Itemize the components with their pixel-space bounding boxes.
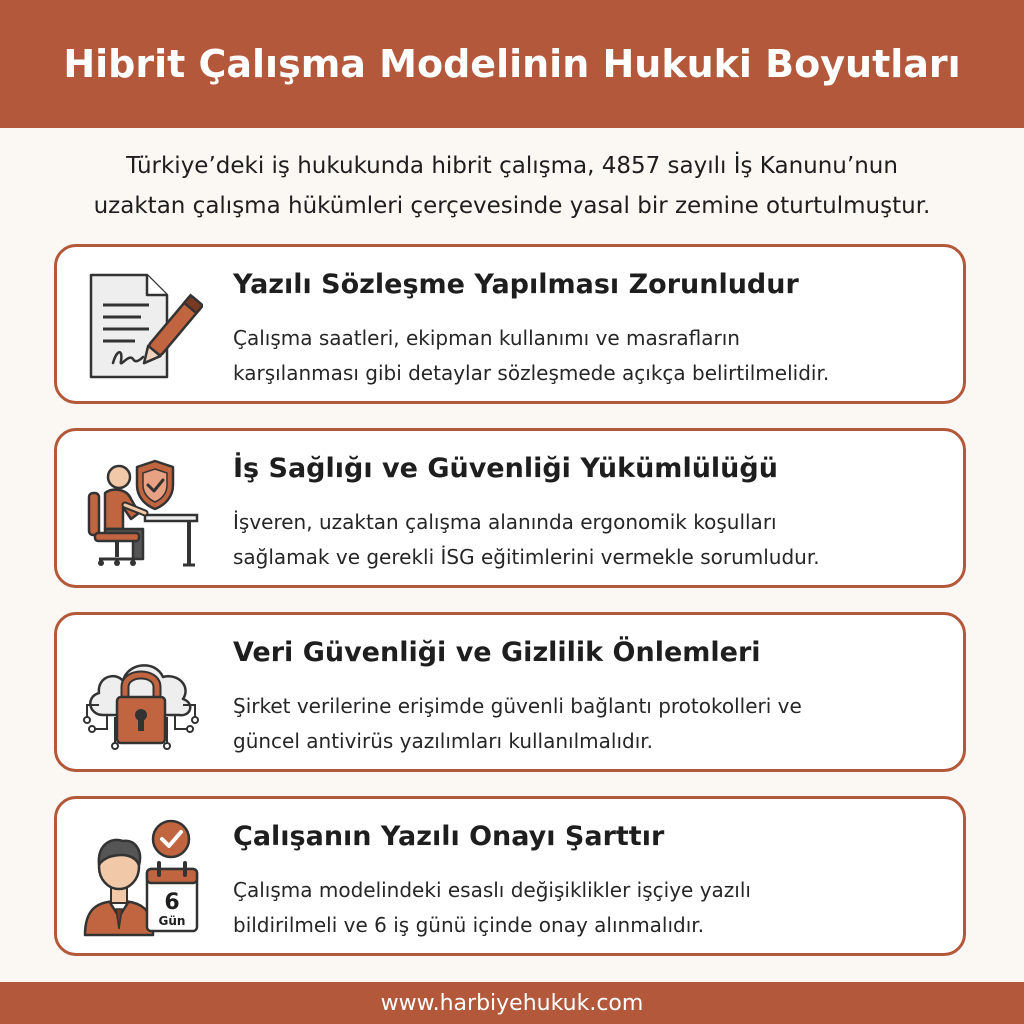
footer-website-link[interactable]: www.harbiyehukuk.com	[380, 990, 644, 1016]
footer-bar	[0, 982, 1024, 1024]
card-description-line-1: Çalışma modelindeki esaslı değişiklikler işçiye yazılı	[233, 878, 751, 902]
cloud-lock-icon	[79, 633, 203, 757]
card-description-line-1: İşveren, uzaktan çalışma alanında ergonomik koşulları	[233, 510, 777, 534]
employee-approval-icon	[79, 817, 203, 941]
ergonomic-workstation-icon	[79, 449, 203, 573]
card-data-security	[54, 612, 966, 772]
card-written-approval	[54, 796, 966, 956]
card-description-line-2: güncel antivirüs yazılımları kullanılmalıdır.	[233, 729, 653, 753]
card-title: Çalışanın Yazılı Onayı Şarttır	[233, 821, 665, 852]
card-title: Yazılı Sözleşme Yapılması Zorunludur	[233, 269, 799, 300]
card-title: İş Sağlığı ve Güvenliği Yükümlülüğü	[233, 453, 778, 484]
card-health-safety	[54, 428, 966, 588]
card-description-line-2: sağlamak ve gerekli İSG eğitimlerini vermekle sorumludur.	[233, 545, 820, 569]
intro-line-2: uzaktan çalışma hükümleri çerçevesinde yasal bir zemine oturtulmuştur.	[93, 193, 931, 219]
card-title: Veri Güvenliği ve Gizlilik Önlemleri	[233, 637, 761, 668]
card-description-line-1: Şirket verilerine erişimde güvenli bağlantı protokolleri ve	[233, 694, 802, 718]
card-description	[233, 689, 953, 759]
card-description	[233, 873, 953, 943]
calendar-number: 6	[164, 890, 180, 915]
card-description-line-2: karşılanması gibi detaylar sözleşmede açıkça belirtilmelidir.	[233, 361, 830, 385]
header-banner	[0, 0, 1024, 128]
card-description-line-2: bildirilmeli ve 6 iş günü içinde onay alınmalıdır.	[233, 913, 705, 937]
page-title: Hibrit Çalışma Modelinin Hukuki Boyutları	[63, 42, 961, 86]
card-description	[233, 505, 953, 575]
card-written-contract	[54, 244, 966, 404]
intro-text	[0, 146, 1024, 226]
calendar-label: Gün	[158, 914, 186, 928]
card-description-line-1: Çalışma saatleri, ekipman kullanımı ve masrafların	[233, 326, 740, 350]
contract-signing-icon	[79, 265, 203, 389]
intro-line-1: Türkiye’deki iş hukukunda hibrit çalışma, 4857 sayılı İş Kanunu’nun	[126, 153, 898, 179]
card-description	[233, 321, 953, 391]
